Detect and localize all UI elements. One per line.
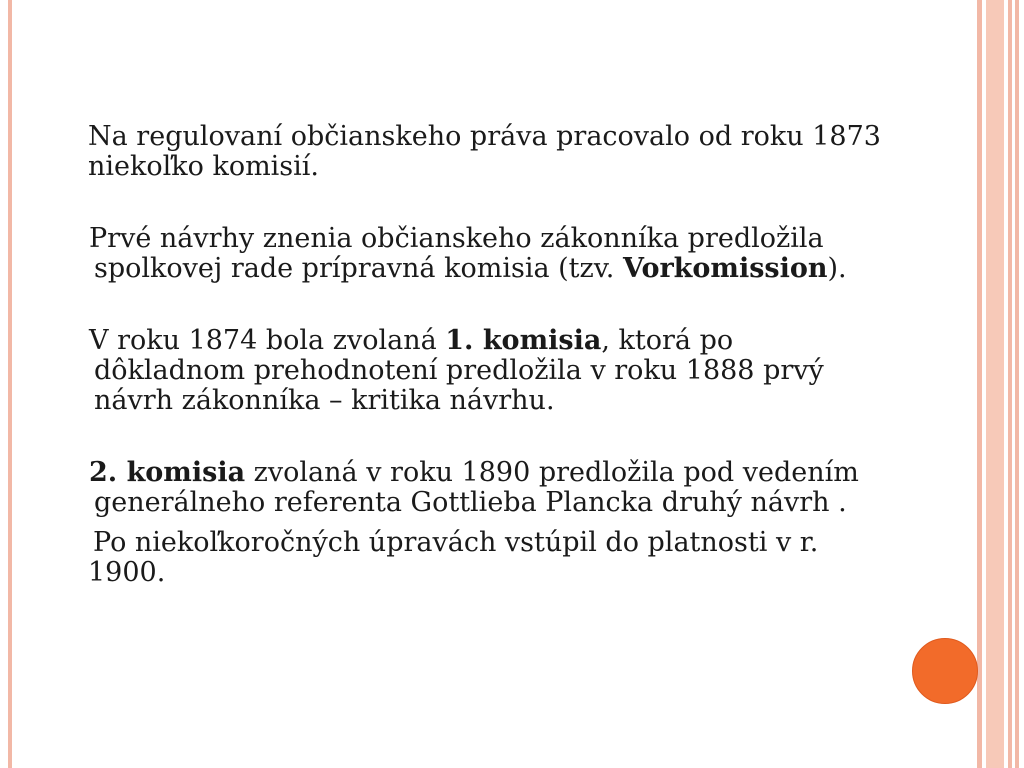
bold-term: 1. komisia: [445, 325, 602, 356]
decorative-orange-circle: [912, 638, 978, 704]
right-border-line-outer: [1008, 0, 1012, 768]
paragraph-text: Prvé návrhy znenia občianskeho zákonníka predložila spolkovej rade prípravná komisia (tzv.: [89, 223, 824, 284]
paragraph-commissions: Na regulovaní občianskeho práva pracovalo od roku 1873 niekoľko komisií.: [88, 121, 881, 182]
paragraph-first-commission: [88, 326, 888, 416]
bold-term: Vorkomission: [622, 253, 828, 284]
paragraph-text: V roku 1874 bola zvolaná: [89, 325, 446, 356]
paragraph-validity: Po niekoľkoročných úpravách vstúpil do platnosti v r. 1900.: [88, 527, 819, 588]
bold-term: 2. komisia: [89, 457, 246, 488]
left-border-line: [8, 0, 12, 768]
right-border-line: [977, 0, 982, 768]
paragraph-second-commission: [88, 458, 888, 518]
paragraph-vorkomission: [88, 224, 888, 284]
right-border-band: [986, 0, 1004, 768]
paragraph-text: zvolaná v roku 1890 predložila pod vedením generálneho referenta Gottlieba Plancka druhý návrh .: [94, 457, 859, 518]
right-border-line-edge: [1015, 0, 1019, 768]
paragraph-text: , ktorá po dôkladnom prehodnotení predložila v roku 1888 prvý návrh zákonníka – kritika návrhu.: [94, 325, 824, 416]
paragraph-text: ).: [827, 253, 847, 284]
slide-body: [88, 122, 888, 588]
